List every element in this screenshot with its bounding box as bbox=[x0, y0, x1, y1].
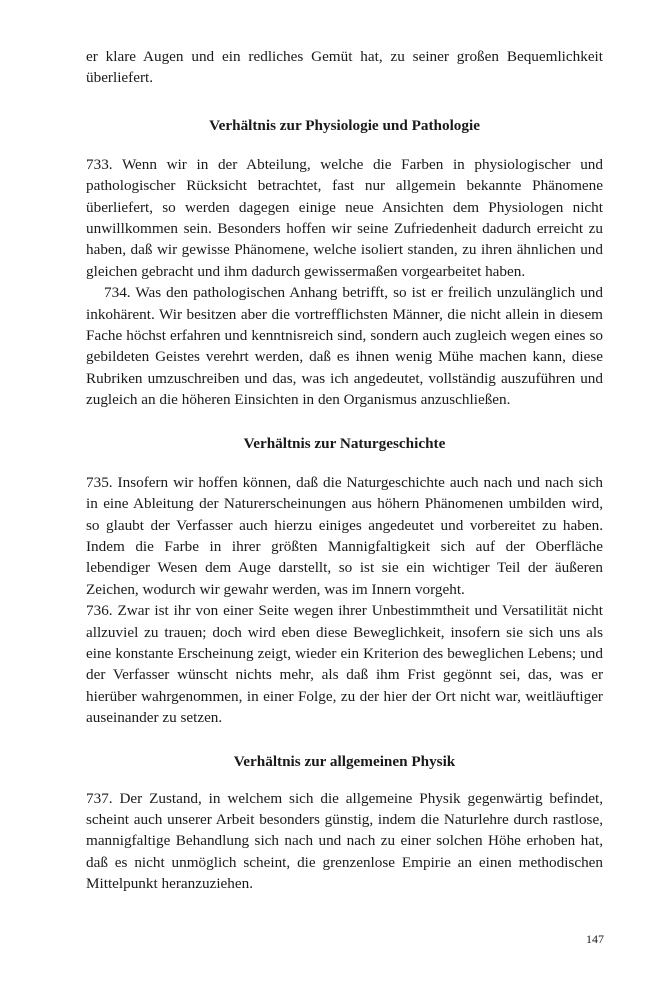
paragraph-737: 737. Der Zustand, in welchem sich die allgemeine Physik gegenwärtig befindet, scheint auch unserer Arbeit besonders günstig, indem die Naturlehre durch rastlose, mannigfaltige Behandlung sich nach und nach zu einer solchen Höhe erhoben hat, daß es nicht unmöglich scheint, die grenzenlose Empirie an einen methodischen Mittelpunkt heranzuziehen. bbox=[86, 789, 603, 893]
book-page bbox=[86, 46, 603, 895]
paragraph-735: 735. Insofern wir hoffen können, daß die Naturgeschichte auch nach und nach sich in eine Ableitung der Naturerscheinungen aus höhern Phänomenen umbilden wird, so glaubt der Verfasser auch hierzu einiges angedeutet und vorbereitet zu haben. Indem die Farbe in ihrer größten Mannigfaltigkeit sich auf der Oberfläche lebendiger Wesen dem Auge darstellt, so ist sie ein wichtiger Teil der äußeren Zeichen, wodurch wir gewahr werden, was im Innern vorgeht. bbox=[86, 473, 603, 598]
intro-paragraph: er klare Augen und ein redliches Gemüt hat, zu seiner großen Bequemlichkeit überliefert. bbox=[86, 48, 603, 87]
paragraph-734: 734. Was den pathologischen Anhang betrifft, so ist er freilich unzulänglich und inkohärent. Wir besitzen aber die vortrefflichsten Männer, die nicht allein in diesem Fache höchst erfahren und kenntnisreich sind, sondern auch zugleich wegen eines so gebildeten Geistes verehrt werden, daß es ihnen wenig Mühe machen kann, diese Rubriken umzuschreiben und das, was ich angedeutet, vollständig auszuführen und zugleich an die höheren Einsichten in den Organismus anzuschließen. bbox=[86, 284, 603, 409]
section-heading-physiologie: Verhältnis zur Physiologie und Pathologie bbox=[209, 116, 480, 134]
paragraph-733: 733. Wenn wir in der Abteilung, welche die Farben in physiologischer und pathologischer Rücksicht betrachtet, fast nur allgemein bekannte Phänomene überliefert, so werden dagegen einige neue Ansichten dem Physiologen nicht unwillkommen sein. Besonders hoffen wir seine Zufriedenheit dadurch erreicht zu haben, daß wir gewisse Phänomene, welche isoliert standen, zu ihren ähnlichen und gleichen gebracht und ihm dadurch gewissermaßen vorgearbeitet haben. bbox=[86, 155, 603, 280]
section-heading-naturgeschichte: Verhältnis zur Naturgeschichte bbox=[243, 434, 446, 452]
paragraph-736: 736. Zwar ist ihr von einer Seite wegen ihrer Unbestimmtheit und Versatilität nicht allzuviel zu trauen; doch wird eben diese Beweglichkeit, insofern sie sich uns als eine konstante Erscheinung zeigt, wieder ein Kriterion des beweglichen Lebens; und der Verfasser wünscht nichts mehr, als daß ihm Frist gegönnt sei, das, was er hierüber wahrgenommen, in einer Folge, zu der hier der Ort nicht war, weitläuftiger auseinander zu setzen. bbox=[86, 602, 603, 727]
section-heading-physik: Verhältnis zur allgemeinen Physik bbox=[233, 752, 456, 770]
page-number: 147 bbox=[586, 932, 604, 946]
